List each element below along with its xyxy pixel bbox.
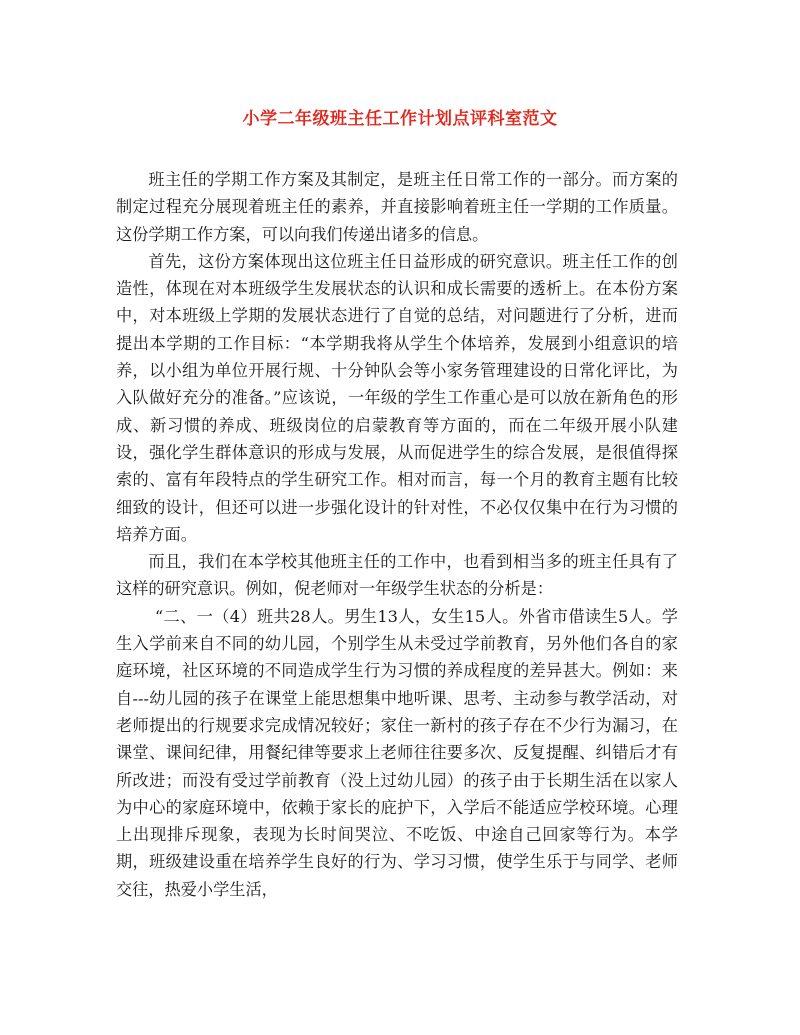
paragraph-quote: “二、一（4）班共28人。男生13人，女生15人。外省市借读生5人。学生入学前来自不同的幼儿园，个别学生从未受过学前教育，另外他们各自的家庭环境，社区环境的不同造成学生行为习惯的养成程度的差异甚大。例如：来自---幼儿园的孩子在课堂上能思想集中地听课、思考、主动参与教学活动，对老师提出的行规要求完成情况较好；家住一新村的孩子存在不少行为漏习，在课堂、课间纪律，用餐纪律等要求上老师往往要多次、反复提醒、纠错后才有所改进；而没有受过学前教育（没上过幼儿园）的孩子由于长期生活在以家人为中心的家庭环境中，依赖于家长的庇护下，入学后不能适应学校环境。心理上出现排斥现象，表现为长时间哭泣、不吃饭、中途自己回家等行为。本学期，班级建设重在培养学生良好的行为、学习习惯，使学生乐于与同学、老师交往，热爱小学生活， [116,606,678,899]
paragraph-other-teachers: 而且，我们在本学校其他班主任的工作中，也看到相当多的班主任具有了这样的研究意识。例如，倪老师对一年级学生状态的分析是： [116,552,678,599]
paragraph-intro: 班主任的学期工作方案及其制定，是班主任日常工作的一部分。而方案的制定过程充分展现着班主任的素养，并直接影响着班主任一学期的工作质量。这份学期工作方案，可以向我们传递出诸多的信息。 [116,170,678,244]
document-title: 小学二年级班主任工作计划点评科室范文 [242,109,558,129]
document-body [116,166,678,903]
paragraph-research-awareness: 首先，这份方案体现出这位班主任日益形成的研究意识。班主任工作的创造性，体现在对本班级学生发展状态的认识和成长需要的透析上。在本份方案中，对本班级上学期的发展状态进行了自觉的总结，对问题进行了分析，进而提出本学期的工作目标：“本学期我将从学生个体培养，发展到小组意识的培养，以小组为单位开展行规、十分钟队会等小家务管理建设的日常化评比，为入队做好充分的准备。”应该说，一年级的学生工作重心是可以放在新角色的形成、新习惯的养成、班级岗位的启蒙教育等方面的，而在二年级开展小队建设，强化学生群体意识的形成与发展，从而促进学生的综合发展，是很值得探索的、富有年段特点的学生研究工作。相对而言，每一个月的教育主题有比较细致的设计，但还可以进一步强化设计的针对性，不必仅仅集中在行为习惯的培养方面。 [116,251,678,544]
